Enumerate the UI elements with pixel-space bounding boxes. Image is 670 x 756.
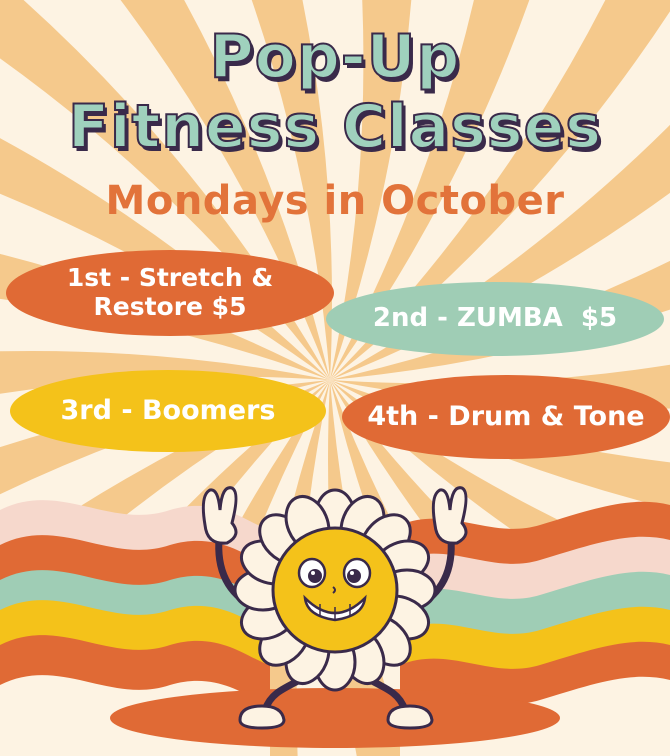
class-4-label: 4th - Drum & Tone [367,401,645,433]
class-pill-3rd [10,370,326,452]
ground-shadow [110,688,560,748]
class-pill-4th [342,375,670,459]
illustration-scene [0,470,670,756]
class-pill-1st [6,250,334,336]
class-1-line-1: 1st - Stretch & [66,263,274,293]
subtitle: Mondays in October [105,178,565,224]
title-line-1: Pop-Up [209,22,461,92]
class-3-label: 3rd - Boomers [60,395,276,427]
title-line-2: Fitness Classes [68,92,602,162]
class-pill-2nd [326,282,664,356]
class-1-line-2: Restore $5 [93,292,247,321]
class-2-label: 2nd - ZUMBA $5 [372,303,618,334]
